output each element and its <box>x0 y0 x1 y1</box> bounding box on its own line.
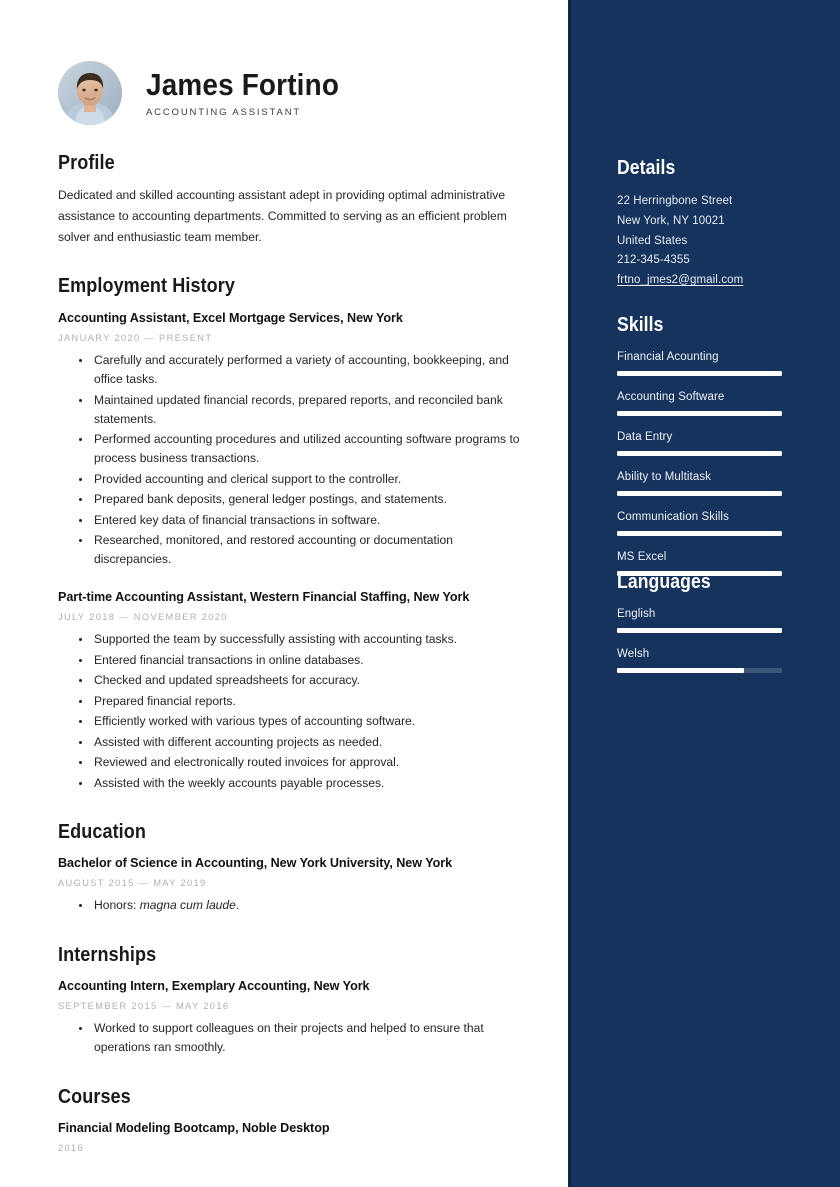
bullet-item: • Honors: magna cum laude. <box>92 896 522 915</box>
section-heading-education: Education <box>58 819 146 843</box>
entry-date: JULY 2018 — NOVEMBER 2020 <box>58 612 228 622</box>
employment-entry <box>58 309 522 569</box>
meter-row <box>617 646 782 673</box>
meter-label: Data Entry <box>617 431 673 443</box>
meter-label: English <box>617 608 656 620</box>
entry-bullets <box>58 351 522 569</box>
portrait-photo-icon <box>58 61 122 125</box>
page-title: James Fortino <box>146 67 340 102</box>
meter-fill <box>617 371 782 376</box>
course-entry <box>58 1119 522 1153</box>
bullet-item: • Performed accounting procedures and utilized accounting software programs to process business transactions. <box>92 430 522 468</box>
section-education <box>58 820 522 915</box>
section-heading-courses: Courses <box>58 1084 131 1108</box>
section-heading-employment: Employment History <box>58 274 236 297</box>
country: United States <box>617 234 688 247</box>
entry-date: JANUARY 2020 — PRESENT <box>58 333 213 343</box>
meter-label: Accounting Software <box>617 391 725 403</box>
bullet-item: • Reviewed and electronically routed invoices for approval. <box>92 753 522 772</box>
bullet-item: • Carefully and accurately performed a variety of accounting, bookkeeping, and office tasks. <box>92 351 522 389</box>
bullet-item: • Assisted with the weekly accounts payable processes. <box>92 774 522 793</box>
section-heading-details: Details <box>617 157 676 179</box>
meter-label: MS Excel <box>617 551 667 563</box>
meter-row <box>617 606 782 633</box>
meter-label: Welsh <box>617 648 650 660</box>
bullet-item: • Entered key data of financial transactions in software. <box>92 511 522 530</box>
bullet-item: • Worked to support colleagues on their projects and helped to ensure that operations ran smoothly. <box>92 1019 522 1057</box>
section-heading-skills: Skills <box>617 314 664 336</box>
entry-title: Bachelor of Science in Accounting, New York University, New York <box>58 855 453 870</box>
bullet-item: • Prepared bank deposits, general ledger postings, and statements. <box>92 490 522 509</box>
meter-fill <box>617 491 782 496</box>
address-line-1: 22 Herringbone Street <box>617 195 733 207</box>
email-link[interactable]: frtno_jmes2@gmail.com <box>617 274 744 287</box>
meter-row <box>617 429 782 456</box>
bullet-item: • Efficiently worked with various types of accounting software. <box>92 712 522 731</box>
bullet-item: • Researched, monitored, and restored accounting or documentation discrepancies. <box>92 531 522 569</box>
internship-entry <box>58 977 522 1057</box>
job-title: ACCOUNTING ASSISTANT <box>146 107 302 118</box>
address-line-2: New York, NY 10021 <box>617 214 725 227</box>
meter-track <box>617 491 782 496</box>
meter-fill <box>617 451 782 456</box>
phone-number: 212-345-4355 <box>617 254 690 267</box>
bullet-item: • Assisted with different accounting projects as needed. <box>92 733 522 752</box>
entry-date: AUGUST 2015 — MAY 2019 <box>58 877 207 888</box>
bullet-item: • Checked and updated spreadsheets for accuracy. <box>92 671 522 690</box>
meter-label: Financial Acounting <box>617 351 719 363</box>
meter-row <box>617 469 782 496</box>
meter-track <box>617 628 782 633</box>
avatar <box>58 61 122 125</box>
entry-bullets <box>58 630 522 793</box>
skills-list <box>617 349 782 576</box>
entry-date: 2016 <box>58 1142 85 1153</box>
meter-track <box>617 371 782 376</box>
entry-bullets <box>58 896 522 915</box>
meter-label: Communication Skills <box>617 511 729 523</box>
entry-date: SEPTEMBER 2015 — MAY 2016 <box>58 1000 230 1011</box>
header-text <box>146 68 360 118</box>
section-heading-internships: Internships <box>58 942 157 966</box>
bullet-item: • Prepared financial reports. <box>92 692 522 711</box>
meter-track <box>617 411 782 416</box>
section-internships <box>58 943 522 1057</box>
bullet-item: • Provided accounting and clerical support to the controller. <box>92 470 522 489</box>
sidebar <box>568 0 840 1187</box>
meter-track <box>617 668 782 673</box>
bullet-item: • Supported the team by successfully assisting with accounting tasks. <box>92 630 522 649</box>
section-courses <box>58 1085 522 1153</box>
resume-header <box>58 0 522 125</box>
section-profile <box>58 151 522 248</box>
skills-block <box>617 314 782 589</box>
meter-fill <box>617 531 782 536</box>
languages-block <box>617 571 782 686</box>
meter-fill <box>617 668 744 673</box>
profile-text: Dedicated and skilled accounting assistant adept in providing optimal administrative assistance to accounting departments. Committed to serving as an efficient problem solver and enthusiastic team member. <box>58 188 507 244</box>
details-block <box>617 157 782 291</box>
section-heading-languages: Languages <box>617 571 711 593</box>
meter-track <box>617 531 782 536</box>
bullet-item: • Maintained updated financial records, prepared reports, and reconciled bank statements. <box>92 391 522 429</box>
meter-fill <box>617 628 782 633</box>
education-entry <box>58 854 522 915</box>
employment-entry <box>58 588 522 793</box>
meter-row <box>617 509 782 536</box>
entry-title: Accounting Assistant, Excel Mortgage Services, New York <box>58 311 403 325</box>
section-employment <box>58 274 522 793</box>
meter-row <box>617 389 782 416</box>
meter-fill <box>617 411 782 416</box>
entry-title: Accounting Intern, Exemplary Accounting, New York <box>58 978 370 993</box>
entry-title: Financial Modeling Bootcamp, Noble Desktop <box>58 1120 330 1135</box>
entry-bullets <box>58 1019 522 1057</box>
meter-row <box>617 349 782 376</box>
entry-title: Part-time Accounting Assistant, Western Financial Staffing, New York <box>58 590 470 604</box>
meter-track <box>617 451 782 456</box>
section-heading-profile: Profile <box>58 151 115 174</box>
bullet-item: • Entered financial transactions in online databases. <box>92 651 522 670</box>
languages-list <box>617 606 782 673</box>
meter-label: Ability to Multitask <box>617 471 712 483</box>
